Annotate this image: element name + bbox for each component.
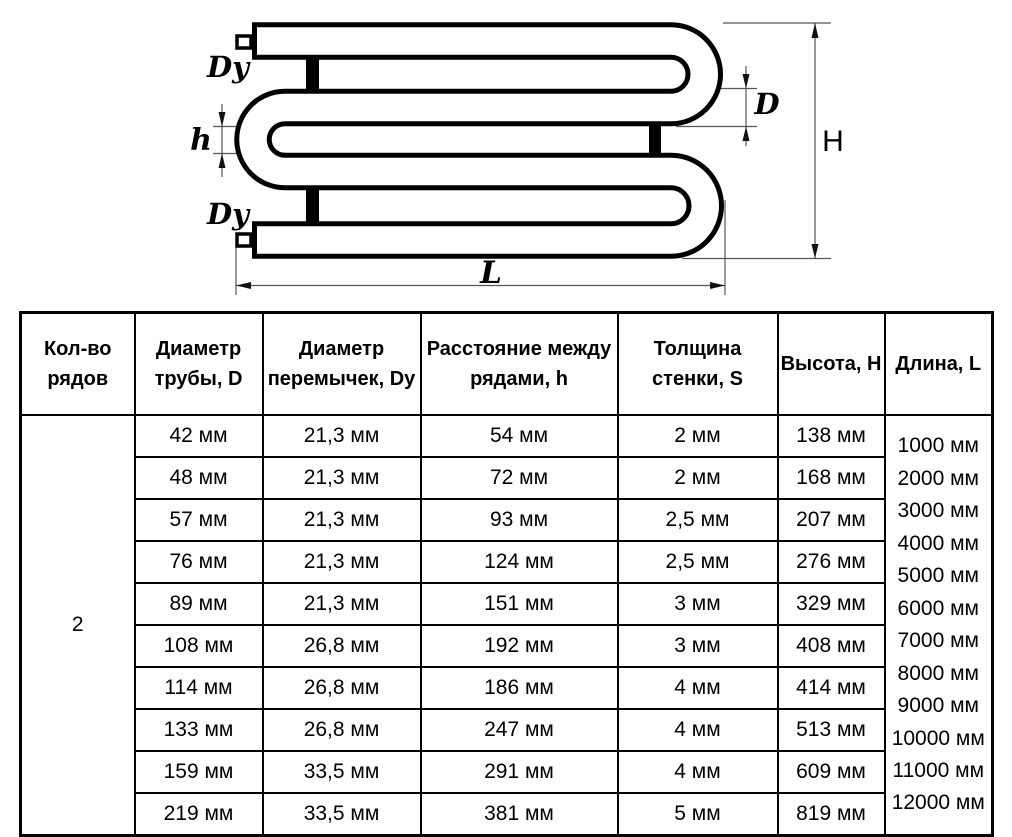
cell-h: 291 мм [421,751,618,793]
cell-d: 114 мм [135,667,263,709]
cell-height: 329 мм [778,583,885,625]
table-row [21,499,993,541]
cell-height: 819 мм [778,793,885,836]
length-value: 3000 мм [897,499,979,523]
label-d: D [754,87,780,121]
cell-dy: 21,3 мм [263,541,421,583]
cell-dy: 33,5 мм [263,751,421,793]
label-dy-bottom: Dy [207,197,249,231]
length-value: 6000 мм [897,596,979,620]
cell-h: 54 мм [421,415,618,457]
cell-d: 76 мм [135,541,263,583]
cell-s: 5 мм [618,793,778,836]
table-row [21,793,993,836]
cell-dy: 33,5 мм [263,793,421,836]
cell-height: 408 мм [778,625,885,667]
length-arrow-left [236,282,251,289]
h-arrow-top [219,112,226,127]
table-row [21,541,993,583]
table-row [21,625,993,667]
cell-d: 89 мм [135,583,263,625]
length-value: 4000 мм [897,531,979,555]
cell-s: 2,5 мм [618,499,778,541]
cell-s: 4 мм [618,667,778,709]
serpentine-register-diagram [0,0,1012,310]
cell-dy: 21,3 мм [263,499,421,541]
table-row [21,667,993,709]
h-arrow-bottom [219,154,226,169]
cell-height: 168 мм [778,457,885,499]
d-arrow-top [743,74,750,89]
table-row [21,583,993,625]
header-height: Высота, H [778,313,885,416]
cell-height: 138 мм [778,415,885,457]
cell-dy: 21,3 мм [263,457,421,499]
cell-dy: 26,8 мм [263,625,421,667]
header-length: Длина, L [885,313,993,416]
cell-height: 513 мм [778,709,885,751]
stub-top [237,36,251,48]
cell-s: 2,5 мм [618,541,778,583]
cell-dy: 21,3 мм [263,415,421,457]
label-height: H [822,125,844,158]
cell-height: 207 мм [778,499,885,541]
table-row [21,709,993,751]
d-arrow-bottom [743,127,750,142]
length-value: 1000 мм [897,434,979,458]
table-header [21,313,993,416]
cell-h: 247 мм [421,709,618,751]
cell-row-count: 2 [21,415,135,836]
cell-d: 133 мм [135,709,263,751]
label-h: h [190,123,212,158]
length-list [886,426,992,824]
header-jumper-diameter: Диаметр перемычек, Dy [263,313,421,416]
jumper-right [649,123,661,157]
cell-d: 48 мм [135,457,263,499]
cell-s: 4 мм [618,751,778,793]
stub-bottom [237,234,251,246]
cell-d: 42 мм [135,415,263,457]
cell-d: 159 мм [135,751,263,793]
cell-d: 57 мм [135,499,263,541]
cell-h: 151 мм [421,583,618,625]
length-value: 2000 мм [897,466,979,490]
cell-d: 219 мм [135,793,263,836]
label-length: L [480,255,502,291]
length-value: 9000 мм [897,694,979,718]
length-value: 11000 мм [892,758,985,782]
table-row [21,415,993,457]
cell-h: 124 мм [421,541,618,583]
cell-s: 3 мм [618,583,778,625]
pipe-bore [253,41,705,240]
cell-h: 93 мм [421,499,618,541]
cell-h: 186 мм [421,667,618,709]
cell-d: 108 мм [135,625,263,667]
cell-s: 2 мм [618,457,778,499]
jumper-top [306,56,319,92]
header-row [21,313,993,416]
header-row-count: Кол-во рядов [21,313,135,416]
jumper-bottom [306,186,319,224]
height-arrow-top [812,23,819,38]
header-row-spacing: Расстояние между рядами, h [421,313,618,416]
table-row [21,751,993,793]
cell-h: 192 мм [421,625,618,667]
cell-dy: 26,8 мм [263,667,421,709]
dimensions-table [19,311,994,837]
pipe-outline [252,41,705,240]
cell-s: 4 мм [618,709,778,751]
length-value: 7000 мм [897,629,979,653]
label-dy-top: Dy [207,50,249,84]
cell-h: 72 мм [421,457,618,499]
cell-height: 414 мм [778,667,885,709]
table-row [21,457,993,499]
length-value: 8000 мм [897,661,979,685]
height-arrow-bottom [812,244,819,259]
cell-s: 3 мм [618,625,778,667]
cell-lengths [885,415,993,836]
length-value: 10000 мм [891,726,985,750]
cell-h: 381 мм [421,793,618,836]
length-value: 12000 мм [891,791,985,815]
cell-dy: 26,8 мм [263,709,421,751]
cell-height: 609 мм [778,751,885,793]
length-value: 5000 мм [897,564,979,588]
length-arrow-right [710,282,725,289]
header-pipe-diameter: Диаметр трубы, D [135,313,263,416]
cell-dy: 21,3 мм [263,583,421,625]
cell-height: 276 мм [778,541,885,583]
header-wall-thickness: Толщина стенки, S [618,313,778,416]
cell-s: 2 мм [618,415,778,457]
table-body [21,415,993,836]
